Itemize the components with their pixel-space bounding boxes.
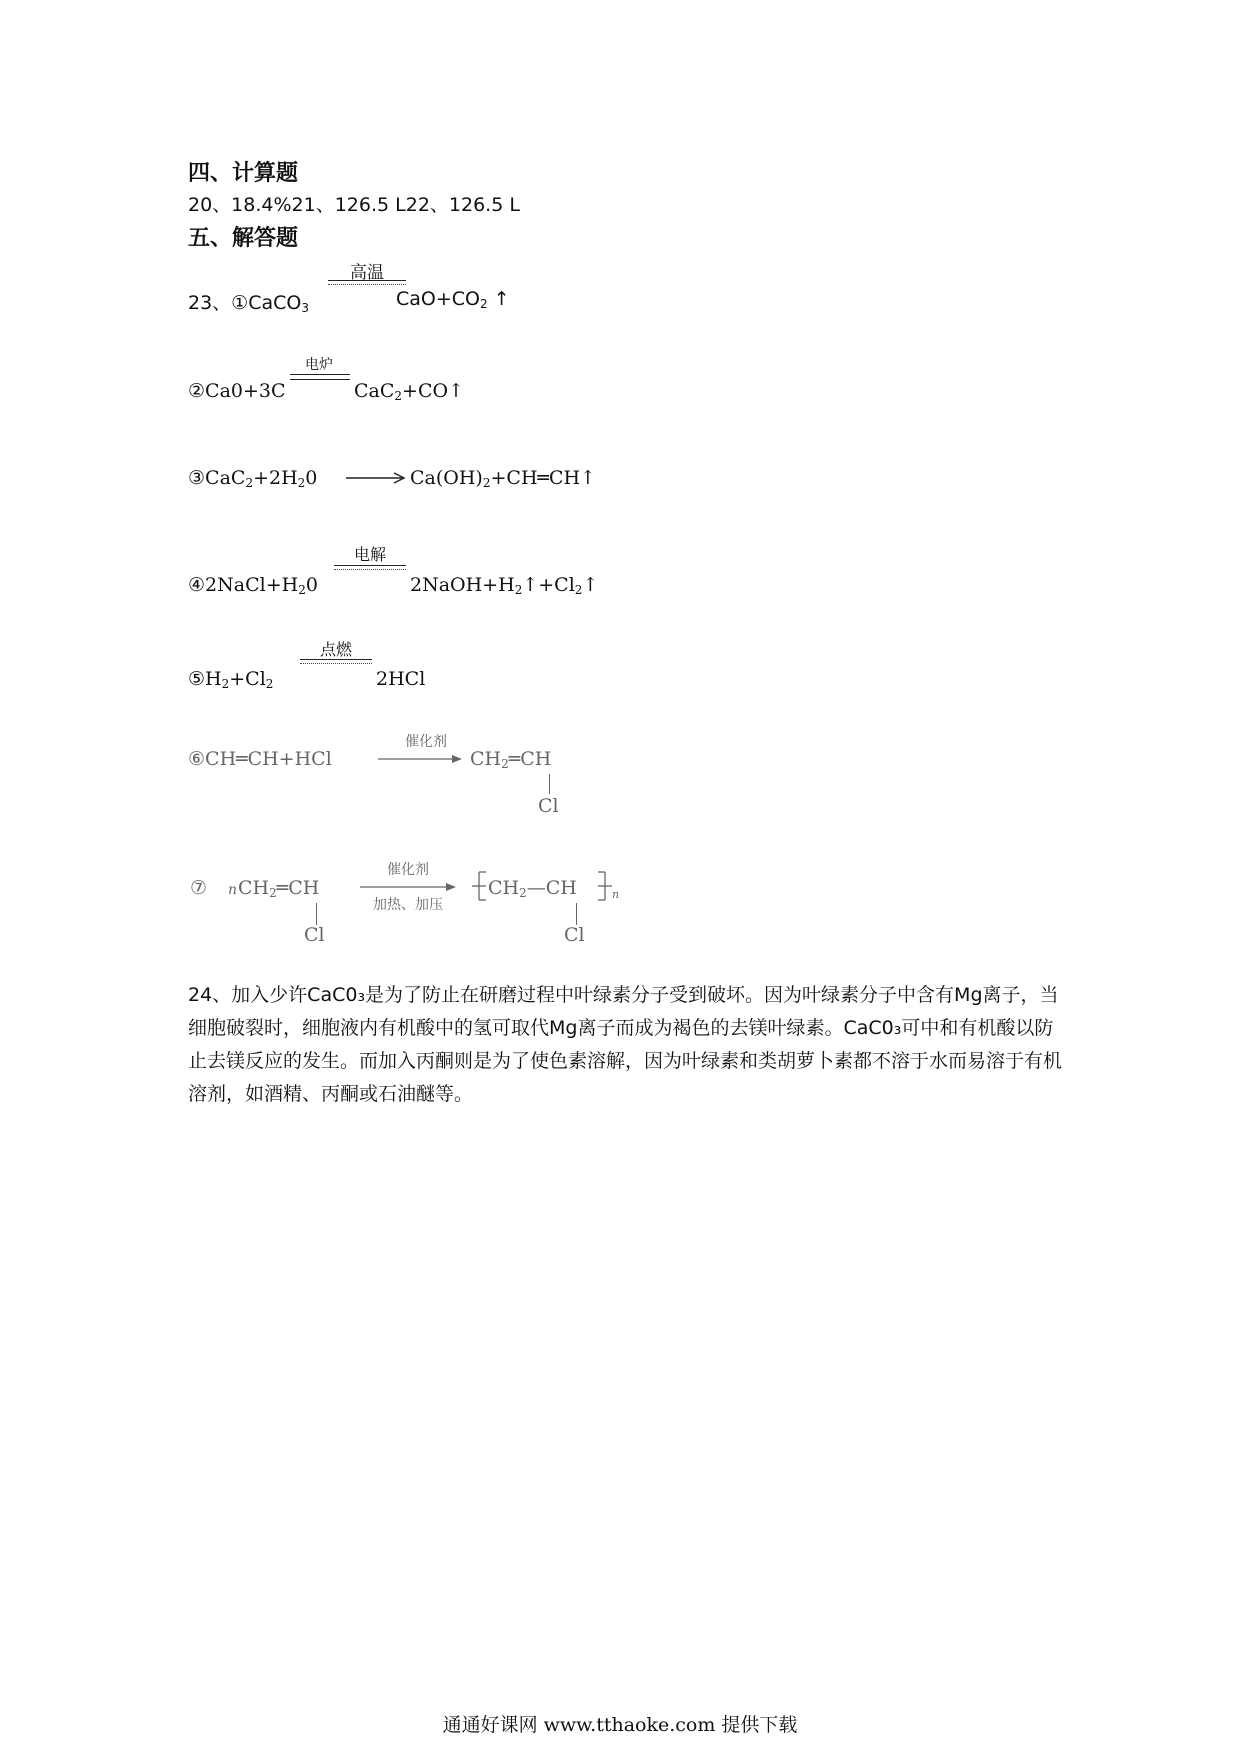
equation-1-line-top (328, 280, 406, 281)
equation-7-number: ⑦ (190, 877, 208, 899)
equation-1-line-bottom (328, 284, 406, 285)
equation-7-left-bracket (470, 868, 488, 904)
equation-1-condition: 高温 (350, 263, 384, 283)
section-4-heading: 四、计算题 (188, 161, 299, 186)
equation-3-product: $Ca(OH)_2+CH═CH↑$ (410, 467, 596, 490)
equation-4-line-top (334, 565, 406, 566)
equation-7-reactant-bond (316, 903, 317, 925)
equation-2-product: CaC$_2$+CO↑ (354, 380, 465, 403)
equation-7-condition-bottom: 加热、加压 (373, 897, 443, 913)
equation-4-reactant: $④2NaCl+H_20$ (188, 574, 318, 597)
equation-7-product: $CH_2—CH$ (488, 877, 577, 900)
equation-7-condition-top: 催化剂 (387, 862, 429, 878)
equation-6-arrow (376, 752, 464, 766)
equation-7-n: n (612, 888, 620, 901)
equation-3-arrow (344, 470, 408, 486)
equation-2-reactant: ②Ca0+3C (188, 380, 286, 402)
equation-5-line-top (300, 659, 372, 660)
equation-6-branch: Cl (538, 795, 559, 817)
equation-6-reactant: ⑥CH═CH+HCl (188, 748, 332, 770)
equation-5-product: 2HCl (376, 668, 426, 690)
page-footer: 通通好课网 www.tthaoke.com 提供下载 (442, 1714, 798, 1736)
equation-4-line-bottom (334, 569, 406, 570)
equation-2-condition: 电炉 (305, 357, 333, 373)
section-4-answers: 20、18.4%21、126.5 L22、126.5 L (188, 194, 520, 216)
equation-7-product-bond (576, 903, 577, 925)
equation-3-reactant: $③CaC_2+2H_20$ (188, 467, 318, 490)
equation-7-reactant-branch: Cl (304, 924, 325, 946)
equation-5-condition: 点燃 (319, 640, 352, 659)
equation-7-coefficient: n (228, 882, 238, 898)
equation-5-line-bottom (300, 663, 372, 664)
equation-6-bond (549, 774, 550, 794)
equation-2-line-bottom (290, 379, 350, 380)
equation-6-product: $CH_2═CH$ (470, 748, 552, 771)
equation-4-condition: 电解 (353, 545, 386, 564)
equation-7-reactant: $CH_2═CH$ (238, 877, 320, 900)
equation-2-line-top (290, 374, 350, 375)
equation-4-product: $2NaOH+H_2↑+Cl_2↑$ (410, 574, 599, 597)
equation-1-reactant: 23、①CaCO$_3$ (188, 292, 309, 315)
equation-5-reactant: $⑤H_2+Cl_2$ (188, 668, 274, 691)
answer-24-paragraph: 24、加入少许CaC0₃是为了防止在研磨过程中叶绿素分子受到破坏。因为叶绿素分子中含有Mg离子，当细胞破裂时，细胞液内有机酸中的氢可取代Mg离子而成为褐色的去镁叶绿素。CaC0₃可中和有机酸以防止去镁反应的发生。而加入丙酮则是为了使色素溶解，因为叶绿素和类胡萝卜素都不溶于水而易溶于有机溶剂，如酒精、丙酮或石油醚等。 (188, 984, 1063, 1105)
equation-7-product-branch: Cl (564, 924, 585, 946)
section-5-heading: 五、解答题 (188, 226, 299, 251)
equation-6-condition: 催化剂 (405, 734, 447, 750)
equation-1-product: $CaO+CO_2$ ↑ (396, 288, 510, 311)
equation-7-arrow (358, 880, 458, 894)
